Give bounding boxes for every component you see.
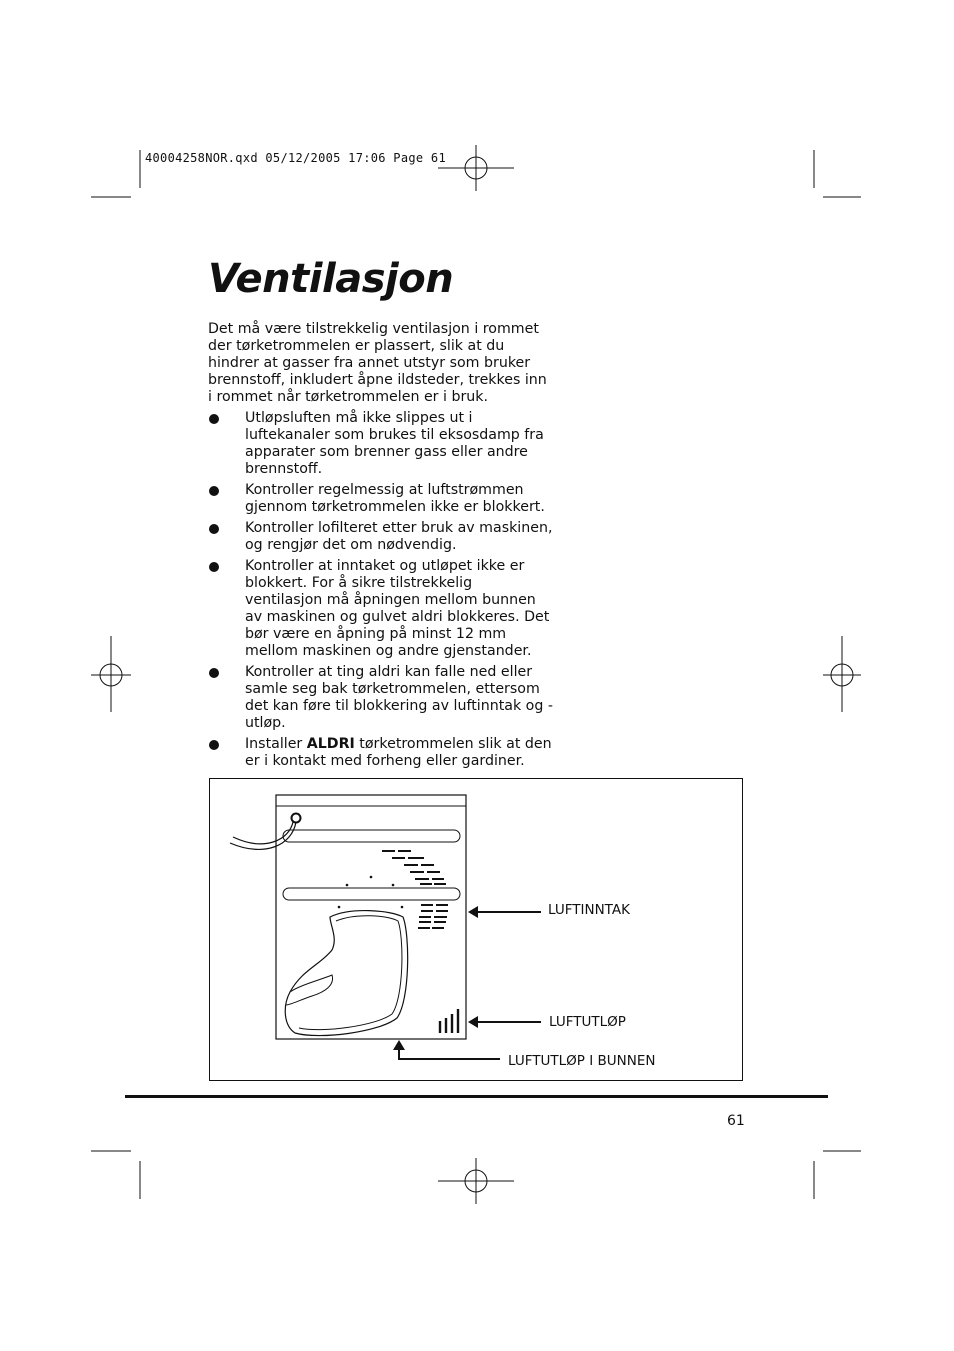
list-item: Installer ALDRI tørketrommelen slik at den er i kontakt med forheng eller gardiner. [208,736,553,770]
print-slug: 40004258NOR.qxd 05/12/2005 17:06 Page 61 [145,151,446,165]
list-item: Kontroller lofilteret etter bruk av maskinen, og rengjør det om nødvendig. [208,520,553,554]
page-number: 61 [727,1113,745,1129]
label-air-outlet: LUFTUTLØP [549,1014,626,1030]
label-bottom-air-outlet: LUFTUTLØP I BUNNEN [508,1053,656,1069]
list-item: Kontroller at inntaket og utløpet ikke er blokkert. For å sikre tilstrekkelig ventilasjon må åpningen mellom bunnen av maskinen og gulvet aldri blokkeres. Det bør være en åpning på minst 12 mm mellom maskinen og andre gjenstander. [208,558,553,660]
page-title: Ventilasjon [208,256,454,302]
label-air-intake: LUFTINNTAK [548,902,630,918]
footer-rule [125,1095,828,1098]
list-item: Kontroller regelmessig at luftstrømmen gjennom tørketrommelen ikke er blokkert. [208,482,553,516]
list-item: Kontroller at ting aldri kan falle ned eller samle seg bak tørketrommelen, ettersom det kan føre til blokkering av luftinntak og -utløp. [208,664,553,732]
intro-paragraph: Det må være tilstrekkelig ventilasjon i rommet der tørketrommelen er plassert, slik at du hindrer at gasser fra annet utstyr som bruker brennstoff, inkludert åpne ildsteder, trekkes inn i rommet når tørketrommelen er i bruk. [208,321,547,405]
list-item: Utløpsluften må ikke slippes ut i luftekanaler som brukes til eksosdamp fra apparater som brenner gass eller andre brennstoff. [208,410,553,478]
